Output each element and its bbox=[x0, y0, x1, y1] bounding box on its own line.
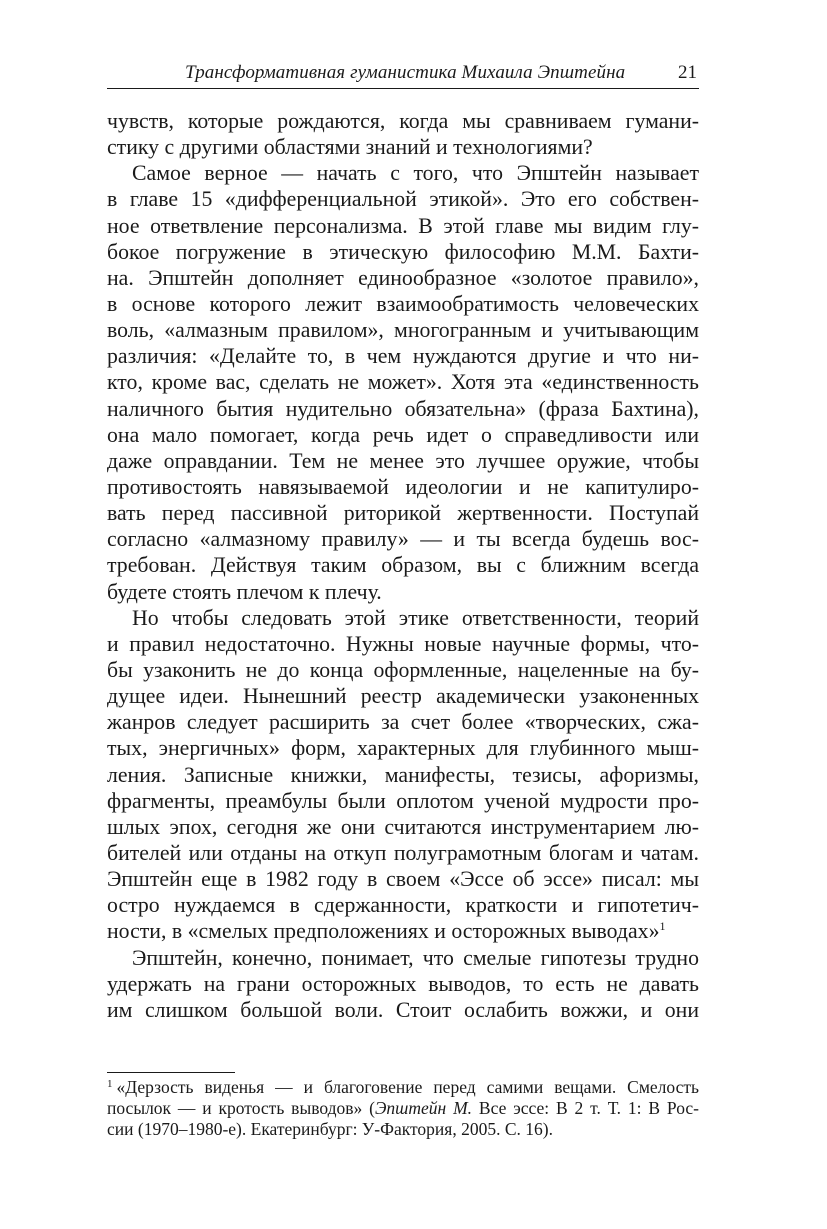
footnote-text: «Дерзость виденья — и благоговение перед самими вещами. Смелость bbox=[116, 1077, 699, 1097]
text-line: стику с другими областями знаний и технологиями? bbox=[107, 135, 593, 160]
text-line: вать перед пассивной риторикой жертвенности. Поступай bbox=[107, 501, 699, 526]
text-line: дущее идеи. Нынешний реестр академически узаконенных bbox=[107, 684, 699, 709]
main-text bbox=[107, 108, 699, 1023]
text-line: она мало помогает, когда речь идет о справедливости или bbox=[107, 422, 699, 447]
text-line: даже оправдании. Тем не менее это лучшее оружие, чтобы bbox=[107, 448, 699, 473]
running-title: Трансформативная гуманистика Михаила Эпштейна bbox=[185, 62, 626, 83]
footnote-marker: 1 bbox=[107, 1078, 113, 1090]
text-line: удержать на грани осторожных выводов, то есть не давать bbox=[107, 971, 699, 996]
footnote-reference[interactable]: 1 bbox=[659, 919, 666, 934]
text-line: кто, кроме вас, сделать не может». Хотя эта «единственность bbox=[107, 370, 699, 395]
text-line: бы узаконить не до конца оформленные, нацеленные на бу- bbox=[107, 657, 699, 682]
text-line: Эпштейн, конечно, понимает, что смелые гипотезы трудно bbox=[132, 945, 699, 970]
text-line: ления. Записные книжки, манифесты, тезисы, афоризмы, bbox=[107, 762, 699, 787]
text-line: фрагменты, преамбулы были оплотом ученой мудрости про- bbox=[107, 788, 699, 813]
text-line: воль, «алмазным правилом», многогранным и учитывающим bbox=[107, 318, 699, 343]
text-line: в основе которого лежит взаимообратимость человеческих bbox=[107, 291, 699, 316]
text-line: бителей или отданы на откуп полуграмотным блогам и чатам. bbox=[107, 840, 699, 865]
footnote-text: Все эссе: В 2 т. Т. 1: В Рос- bbox=[472, 1098, 699, 1118]
text-line bbox=[107, 918, 699, 944]
text-line: требован. Действуя таким образом, вы с ближним всегда bbox=[107, 553, 699, 578]
footnote-text: посылок — и кротость выводов» ( bbox=[107, 1098, 375, 1118]
footnote-line: сии (1970–1980-е). Екатеринбург: У-Фактория, 2005. С. 16). bbox=[107, 1119, 553, 1139]
text-line: шлых эпох, сегодня же они считаются инструментарием лю- bbox=[107, 814, 699, 839]
text-line: будете стоять плечом к плечу. bbox=[107, 579, 382, 604]
footnote-divider bbox=[107, 1072, 235, 1073]
running-header bbox=[107, 58, 699, 89]
footnote-line bbox=[107, 1098, 699, 1119]
text-line: противостоять навязываемой идеологии и не капитулиро- bbox=[107, 474, 699, 499]
footnote-line bbox=[107, 1077, 699, 1098]
text-line: остро нуждаемся в сдержанности, краткости и гипотетич- bbox=[107, 893, 699, 918]
text-line: различия: «Делайте то, в чем нуждаются другие и что ни- bbox=[107, 344, 699, 369]
text-line: Эпштейн еще в 1982 году в своем «Эссе об эссе» писал: мы bbox=[107, 867, 699, 892]
text-line: Самое верное — начать с того, что Эпштейн называет bbox=[132, 161, 699, 186]
text-line: в главе 15 «дифференциальной этикой». Это его собствен- bbox=[107, 187, 699, 212]
text-line: Но чтобы следовать этой этике ответственности, теорий bbox=[132, 605, 699, 630]
text-line: согласно «алмазному правилу» — и ты всегда будешь вос- bbox=[107, 527, 699, 552]
text-line: тых, энергичных» форм, характерных для глубинного мыш- bbox=[107, 736, 699, 761]
text-line: на. Эпштейн дополняет единообразное «золотое правило», bbox=[107, 265, 699, 290]
page-number: 21 bbox=[678, 62, 697, 83]
text-line-content: ности, в «смелых предположениях и осторожных выводах» bbox=[107, 919, 660, 944]
text-line: и правил недостаточно. Нужны новые научные формы, что- bbox=[107, 631, 699, 656]
footnote bbox=[107, 1077, 699, 1140]
text-line: жанров следует расширить за счет более «творческих, сжа- bbox=[107, 710, 699, 735]
text-line: бокое погружение в этическую философию М.М. Бахти- bbox=[107, 239, 699, 264]
text-line: наличного бытия нудительно обязательна» (фраза Бахтина), bbox=[107, 396, 699, 421]
text-line: ное ответвление персонализма. В этой главе мы видим глу- bbox=[107, 213, 699, 238]
footnote-author: Эпштейн М. bbox=[374, 1098, 473, 1118]
text-line: им слишком большой воли. Стоит ослабить вожжи, и они bbox=[107, 997, 699, 1022]
text-line: чувств, которые рождаются, когда мы сравниваем гумани- bbox=[107, 109, 699, 133]
